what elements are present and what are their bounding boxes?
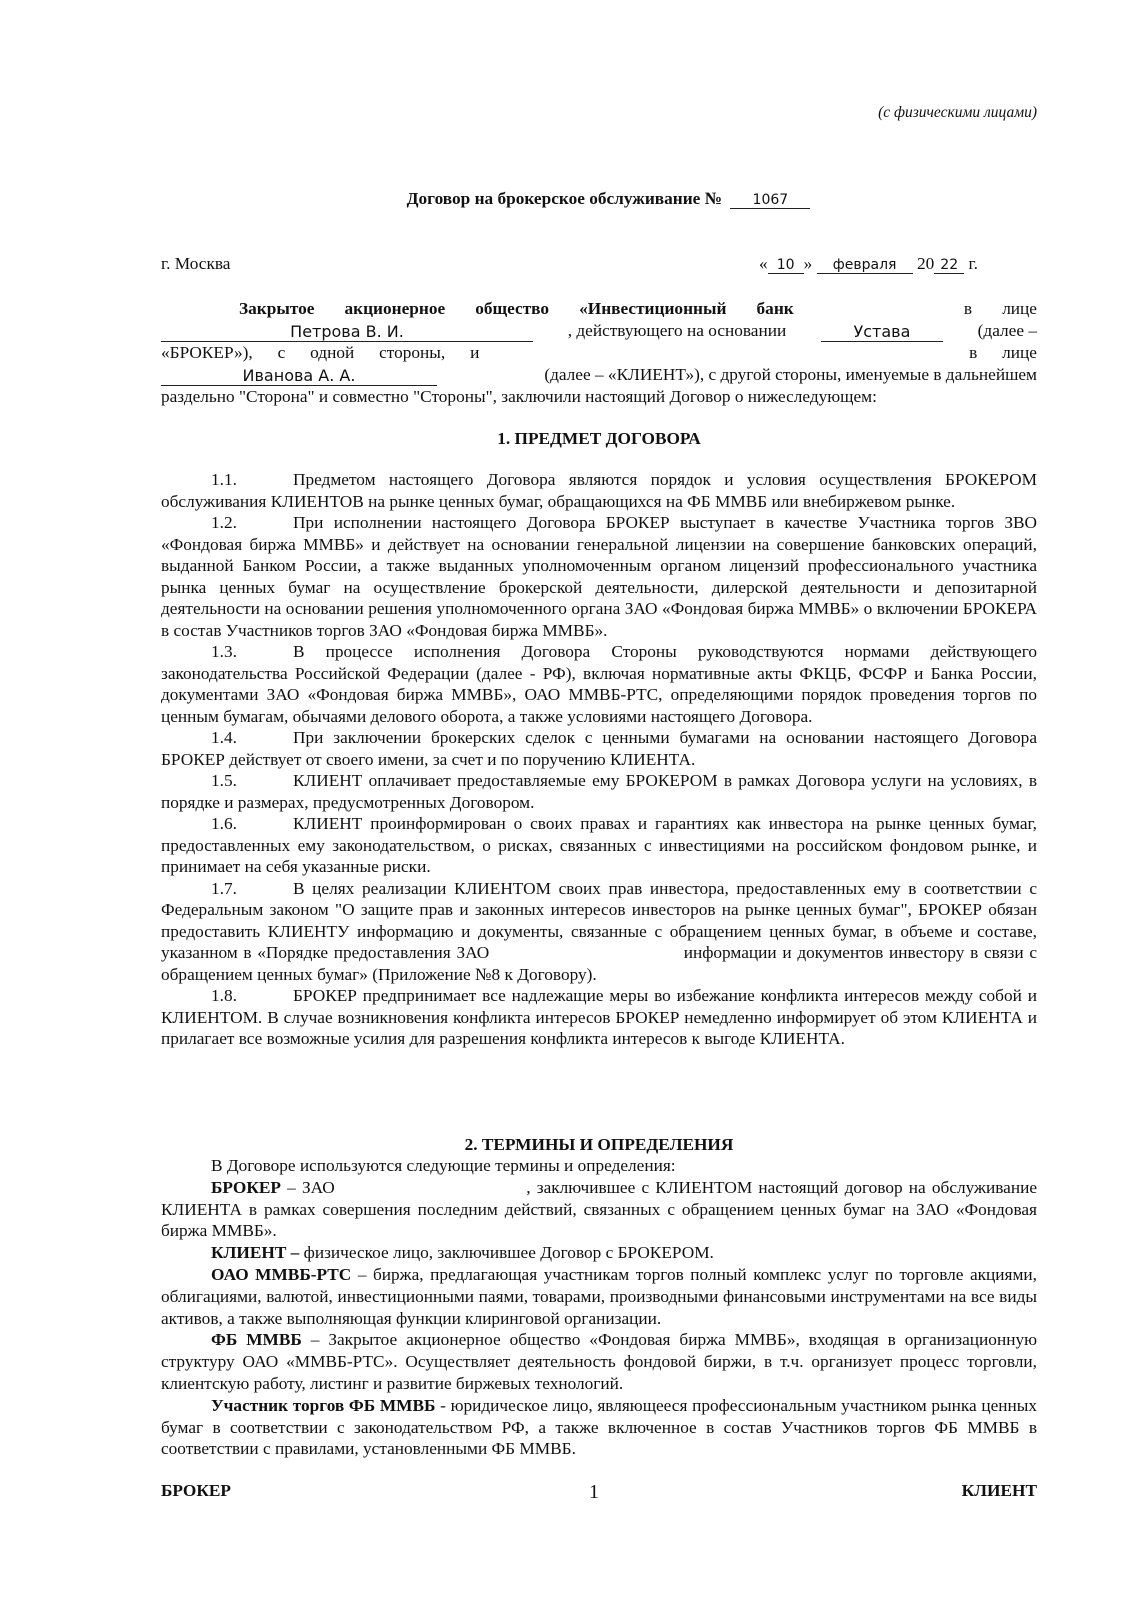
parties-text: (далее – «КЛИЕНТ»), с другой стороны, именуемые в дальнейшем (544, 365, 1037, 384)
term-definition: физическое лицо, заключившее Договор с БРОКЕРОМ. (303, 1243, 714, 1263)
clause-text: Предметом настоящего Договора являются порядок и условия осуществления БРОКЕРОМ обслуживания КЛИЕНТОВ на рынке ценных бумаг, обращающихся на ФБ ММВБ или внебиржевом рынке. (161, 470, 1037, 511)
parties-word: общество (475, 299, 550, 318)
term-definition: Закрытое акционерное общество «Фондовая биржа ММВБ», входящая в организационную структуру ОАО «ММВБ-РТС». Осуществляет деятельность фондовой биржи, в т.ч. организует процесс торговли, клиентскую работу, листинг и развитие биржевых технологий. (161, 1330, 1037, 1393)
parties-word: банк (756, 299, 794, 318)
section-1-body (161, 469, 1042, 1050)
parties-word: в (963, 299, 973, 318)
term-separator: - (435, 1395, 451, 1415)
date-quote-open: « (759, 254, 768, 273)
parties-paragraph (161, 298, 1037, 408)
term-definition: юридическое лицо, являющееся профессиональным участником рынка ценных бумаг в соответствии с законодательством РФ, а также включенное в состав Участников торгов ФБ ММВБ в соответствии с правилами, установленными ФБ ММВБ. (161, 1395, 1037, 1459)
clause-number: 1.8. (211, 986, 237, 1005)
clause-number: 1.1. (211, 470, 237, 489)
parties-text: (далее – (977, 321, 1037, 340)
term-name: ФБ ММВБ (211, 1330, 302, 1350)
clause-number: 1.3. (211, 642, 237, 661)
parties-word: стороны, (379, 343, 446, 362)
clause-1-1 (161, 469, 1037, 512)
date-quote-close: » (803, 254, 813, 273)
clause-number: 1.2. (211, 513, 237, 532)
date-month: февраля (817, 258, 913, 274)
term-name: БРОКЕР (211, 1177, 281, 1197)
date-year-prefix: 20 (916, 254, 935, 273)
clause-1-4 (161, 727, 1037, 770)
term-trade-participant (161, 1395, 1037, 1460)
title-text: Договор на брокерское обслуживание № (406, 189, 723, 208)
parties-word: и (470, 343, 480, 362)
date-year-suffix: г. (968, 254, 979, 273)
parties-word: лице (1002, 343, 1037, 362)
clause-number: 1.7. (211, 878, 237, 898)
term-name: ОАО ММВБ-РТС (211, 1264, 352, 1284)
date-year: 22 (934, 258, 964, 274)
parties-text: раздельно "Сторона" и совместно "Стороны", заключили настоящий Договор о нижеследующем: (161, 387, 877, 406)
parties-word: одной (310, 343, 355, 362)
clause-1-2 (161, 512, 1037, 641)
clause-1-7 (161, 878, 1042, 986)
term-separator: – (280, 1177, 302, 1197)
clause-1-8 (161, 985, 1037, 1050)
document-subtitle-note: (с физическими лицами) (878, 104, 1037, 121)
footer-broker-label: БРОКЕР (161, 1481, 231, 1500)
parties-word: «Инвестиционный (579, 299, 727, 318)
clause-number: 1.5. (211, 771, 237, 790)
term-fb-mmvb (161, 1329, 1037, 1394)
footer-client-label: КЛИЕНТ (961, 1481, 1037, 1500)
clause-1-3 (161, 641, 1037, 727)
clause-1-5 (161, 770, 1037, 813)
document-title (0, 189, 1132, 209)
term-broker (161, 1177, 1042, 1242)
date-day: 10 (768, 258, 804, 274)
term-client (161, 1242, 1037, 1264)
clause-text: В процессе исполнения Договора Стороны руководствуются нормами действующего законодательства Российской Федерации (далее - РФ), включая нормативные акты ФКЦБ, ФСФР и Банка России, документами ЗАО «Фондовая биржа ММВБ», ОАО ММВБ-РТС, определяющими порядок проведения торгов по ценным бумагам, обычаями делового оборота, а также условиями настоящего Договора. (161, 642, 1037, 726)
contract-date (759, 254, 978, 274)
term-definition: биржа, предлагающая участникам торгов полный комплекс услуг по торговле акциями, облигациями, валютой, инвестиционными паями, товарами, производными финансовыми инструментами на все виды активов, а также выполняющая функции клиринговой организации. (161, 1264, 1037, 1328)
clause-1-6 (161, 813, 1037, 878)
parties-text: , действующего на основании (567, 321, 787, 340)
clause-text: При исполнении настоящего Договора БРОКЕР выступает в качестве Участника торгов ЗВО «Фондовая биржа ММВБ» и действует на основании генеральной лицензии на совершение банковских операций, выданной Банком России, а также выданных уполномоченным органом лицензий профессионального участника рынка ценных бумаг на осуществление брокерской деятельности, дилерской деятельности и депозитарной деятельности на основании решения уполномоченного органа ЗАО «Фондовая биржа ММВБ» о включении БРОКЕРА в состав Участников торгов ЗАО «Фондовая биржа ММВБ». (161, 513, 1037, 640)
representative-name: Петрова В. И. (161, 323, 533, 342)
section-2-heading: 2. ТЕРМИНЫ И ОПРЕДЕЛЕНИЯ (464, 1135, 734, 1154)
term-definition: ЗАО , заключившее с КЛИЕНТОМ настоящий договор на обслуживание КЛИЕНТА в рамках совершения последним действий, связанных с обращением ценных бумаг на ЗАО «Фондовая биржа ММВБ». (161, 1177, 1042, 1241)
clause-text: В целях реализации КЛИЕНТОМ своих прав инвестора, предоставленных ему в соответствии с Федеральным законом "О защите прав и законных интересов инвесторов на рынке ценных бумаг", БРОКЕР обязан предоставить КЛИЕНТУ информацию и документы, связанные с обращением ценных бумаг, в объеме и составе, указанном в «Порядке предоставления ЗАО информации и документов инвестору в связи с обращением ценных бумаг» (Приложение №8 к Договору). (161, 878, 1042, 984)
client-name: Иванова А. А. (161, 367, 437, 386)
clause-text: При заключении брокерских сделок с ценными бумагами на основании настоящего Договора БРОКЕР действует от своего имени, за счет и по поручению КЛИЕНТА. (161, 728, 1037, 769)
section-2-intro: В Договоре используются следующие термины и определения: (211, 1156, 676, 1175)
term-separator: – (351, 1264, 373, 1284)
section-1-heading: 1. ПРЕДМЕТ ДОГОВОРА (497, 429, 701, 448)
parties-word: с (277, 343, 286, 362)
parties-word: Закрытое (239, 299, 315, 318)
clause-number: 1.4. (211, 728, 237, 747)
parties-word: «БРОКЕР»), (161, 343, 253, 362)
clause-text: БРОКЕР предпринимает все надлежащие меры во избежание конфликта интересов между собой и КЛИЕНТОМ. В случае возникновения конфликта интересов БРОКЕР немедленно информирует об этом КЛИЕНТА и прилагает все возможные усилия для разрешения конфликта интересов к выгоде КЛИЕНТА. (161, 986, 1037, 1048)
term-name: Участник торгов ФБ ММВБ (211, 1395, 436, 1415)
parties-word: в (969, 343, 978, 362)
section-2-body (161, 1155, 1042, 1460)
clause-number: 1.6. (211, 814, 237, 833)
clause-text: КЛИЕНТ проинформирован о своих правах и гарантиях как инвестора на рынке ценных бумаг, предоставленных ему законодательством, о рисках, связанных с инвестициями на российском фондовом рынке, и принимает на себя указанные риски. (161, 814, 1037, 876)
contract-number: 1067 (730, 193, 810, 209)
parties-word: лице (1002, 299, 1037, 318)
term-name: КЛИЕНТ – (211, 1243, 300, 1263)
authority-basis: Устава (821, 323, 943, 342)
term-separator: – (301, 1330, 329, 1350)
parties-word: акционерное (344, 299, 446, 318)
clause-text: КЛИЕНТ оплачивает предоставляемые ему БРОКЕРОМ в рамках Договора услуги на условиях, в порядке и размерах, предусмотренных Договором. (161, 771, 1037, 812)
term-mmvb-rts (161, 1264, 1037, 1329)
city-label: г. Москва (161, 254, 231, 273)
page-number: 1 (589, 1481, 599, 1503)
